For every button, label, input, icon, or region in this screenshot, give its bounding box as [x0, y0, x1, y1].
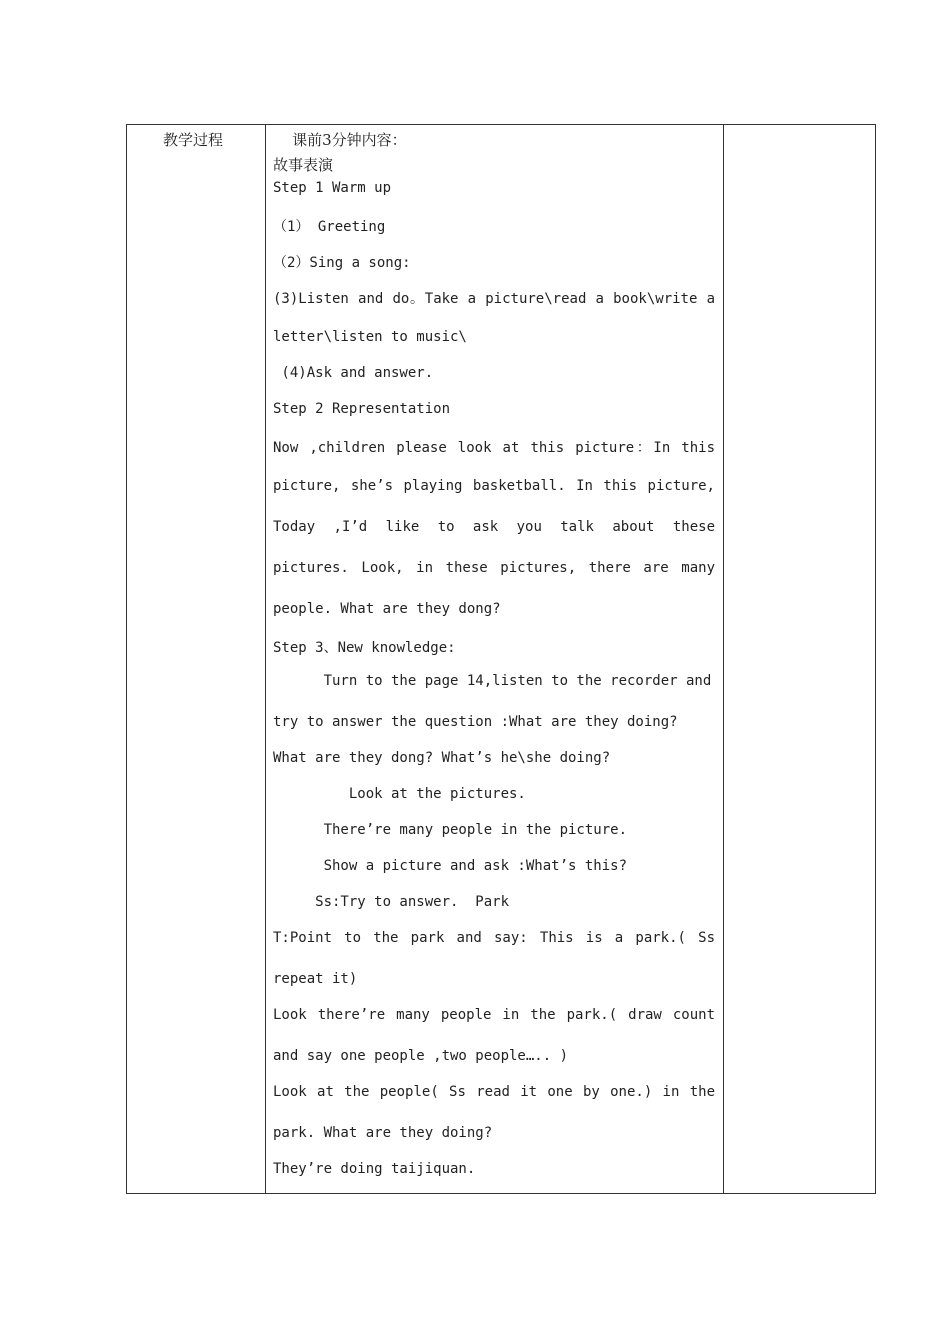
content-line: Look at the people( Ss read it one by one.) in the	[273, 1084, 715, 1100]
content-line: Step 3、New knowledge:	[273, 640, 456, 656]
content-line: (4)Ask and answer.	[273, 365, 434, 381]
content-line: Today ,I’d like to ask you talk about these	[273, 519, 715, 535]
content-line: repeat it)	[273, 971, 358, 987]
content-line: 故事表演	[273, 156, 334, 174]
content-line: people. What are they dong?	[273, 601, 501, 617]
content-line: (3)Listen and do。Take a picture\read a book\write a	[273, 291, 715, 307]
content-line: try to answer the question :What are they doing?	[273, 714, 678, 730]
column-divider-1	[265, 125, 266, 1193]
content-line: Step 2 Representation	[273, 401, 451, 417]
content-line: There’re many people in the picture.	[273, 822, 628, 838]
empty-notes-cell	[724, 125, 875, 1193]
content-line: Look there’re many people in the park.( draw count	[273, 1007, 715, 1023]
content-line: Step 1 Warm up	[273, 180, 392, 196]
content-line: park. What are they doing?	[273, 1125, 493, 1141]
content-line: （2）Sing a song:	[273, 255, 411, 271]
content-line: Show a picture and ask :What’s this?	[273, 858, 628, 874]
content-line: （1） Greeting	[273, 219, 386, 235]
content-line: pictures. Look, in these pictures, there are many	[273, 560, 715, 576]
content-line: They’re doing taijiquan.	[273, 1161, 476, 1177]
lesson-table	[126, 124, 876, 1194]
content-line: Turn to the page 14,listen to the recorder and	[273, 673, 712, 689]
content-line: Ss:Try to answer. Park	[273, 894, 510, 910]
content-line: and say one people ,two people….. )	[273, 1048, 569, 1064]
row-label-teaching-process: 教学过程	[163, 131, 224, 149]
content-line: picture, she’s playing basketball. In this picture,	[273, 478, 715, 494]
content-line: Now ,children please look at this picture：In this	[273, 440, 715, 456]
content-line: 课前3分钟内容：	[273, 131, 407, 149]
content-line: letter\listen to music\	[273, 329, 467, 345]
content-line: Look at the pictures.	[273, 786, 526, 802]
content-line: What are they dong? What’s he\she doing?	[273, 750, 611, 766]
content-line: T:Point to the park and say: This is a park.( Ss	[273, 930, 715, 946]
